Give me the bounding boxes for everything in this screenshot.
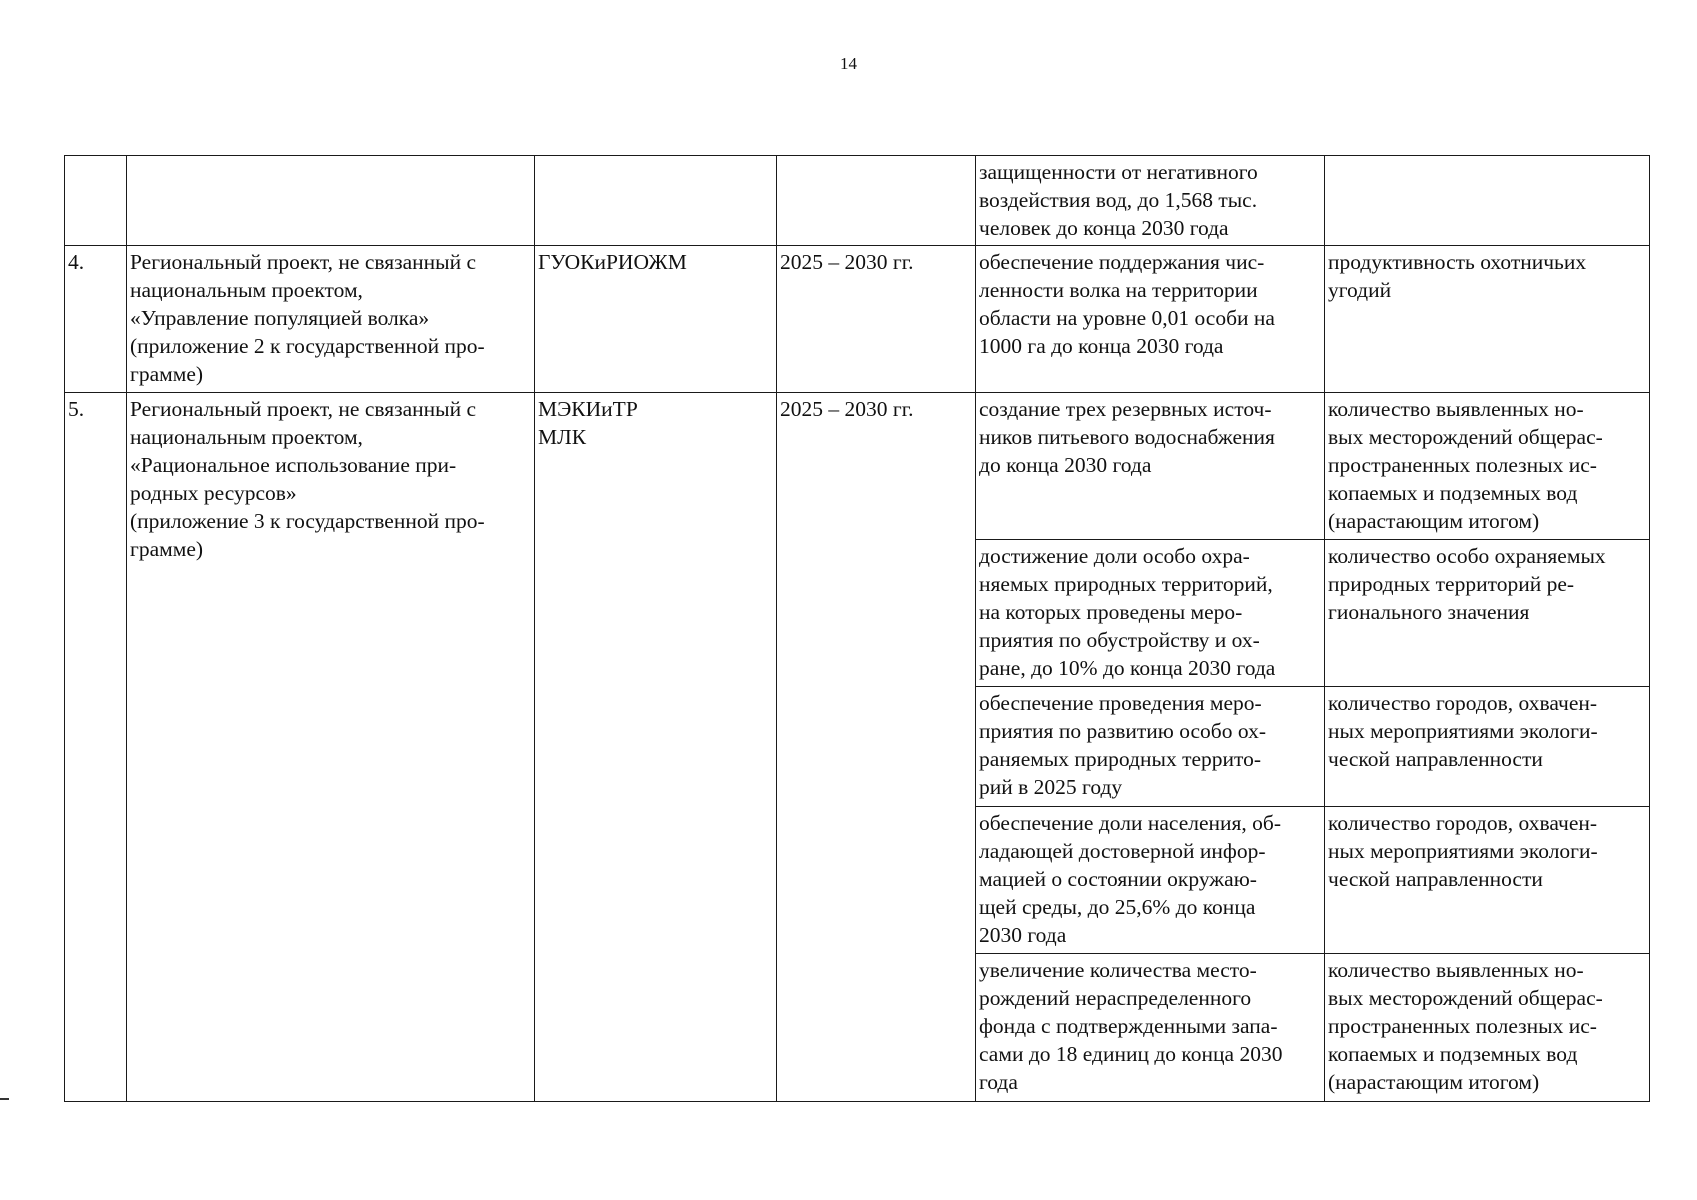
executor-cell: [535, 156, 777, 246]
indicator-cell: продуктивность охотничьих угодий: [1325, 246, 1650, 393]
indicator-cell: количество городов, охвачен- ных мероприятиями экологи- ческой направленности: [1325, 807, 1650, 954]
indicator-cell: количество выявленных но- вых месторождений общерас- пространенных полезных ис- копаемых и подземных вод (нарастающим итогом): [1325, 393, 1650, 540]
table-row: [65, 246, 1650, 393]
margin-mark: [0, 1098, 9, 1100]
page-number: 14: [840, 54, 857, 73]
row-number-cell: 5.: [65, 393, 127, 1102]
result-cell: обеспечение доли населения, об- ладающей достоверной инфор- мацией о состоянии окружаю- щей среды, до 25,6% до конца 2030 года: [976, 807, 1325, 954]
row-number-cell: 4.: [65, 246, 127, 393]
project-name-cell: Региональный проект, не связанный с национальным проектом, «Рациональное использование при- родных ресурсов» (приложение 3 к государственной про- грамме): [127, 393, 535, 1102]
executor-cell: МЭКИиТР МЛК: [535, 393, 777, 1102]
table-row: [65, 393, 1650, 540]
result-cell: обеспечение поддержания чис- ленности волка на территории области на уровне 0,01 особи на 1000 га до конца 2030 года: [976, 246, 1325, 393]
project-name-cell: Региональный проект, не связанный с национальным проектом, «Управление популяцией волка» (приложение 2 к государственной про- грамме): [127, 246, 535, 393]
result-cell: обеспечение проведения меро- приятия по развитию особо ох- раняемых природных террито- рий в 2025 году: [976, 687, 1325, 807]
indicator-cell: количество городов, охвачен- ных мероприятиями экологи- ческой направленности: [1325, 687, 1650, 807]
program-table: [64, 155, 1650, 1102]
period-cell: 2025 – 2030 гг.: [777, 246, 976, 393]
indicator-cell: количество особо охраняемых природных территорий ре- гионального значения: [1325, 540, 1650, 687]
project-name-cell: [127, 156, 535, 246]
result-cell: достижение доли особо охра- няемых природных территорий, на которых проведены меро- приятия по обустройству и ох- ране, до 10% до конца 2030 года: [976, 540, 1325, 687]
indicator-cell: количество выявленных но- вых месторождений общерас- пространенных полезных ис- копаемых и подземных вод (нарастающим итогом): [1325, 954, 1650, 1102]
executor-cell: ГУОКиРИОЖМ: [535, 246, 777, 393]
indicator-cell: [1325, 156, 1650, 246]
period-cell: [777, 156, 976, 246]
row-number-cell: [65, 156, 127, 246]
table-row: [65, 156, 1650, 246]
result-cell: защищенности от негативного воздействия вод, до 1,568 тыс. человек до конца 2030 года: [976, 156, 1325, 246]
result-cell: создание трех резервных источ- ников питьевого водоснабжения до конца 2030 года: [976, 393, 1325, 540]
result-cell: увеличение количества место- рождений нераспределенного фонда с подтвержденными запа- сами до 18 единиц до конца 2030 года: [976, 954, 1325, 1102]
period-cell: 2025 – 2030 гг.: [777, 393, 976, 1102]
